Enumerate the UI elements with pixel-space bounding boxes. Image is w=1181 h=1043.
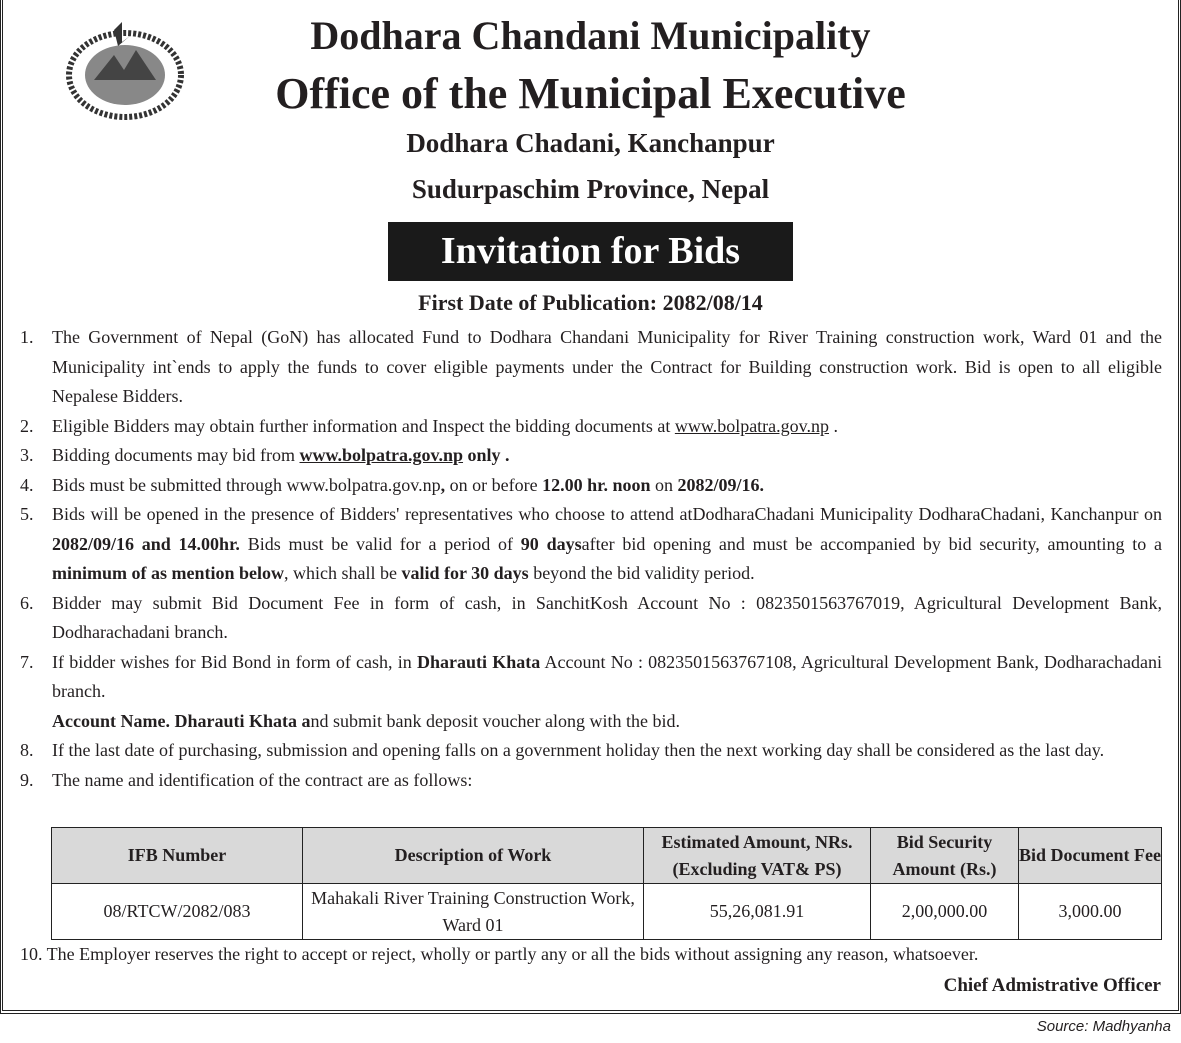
text-segment: 2082/09/16 and 14.00hr. <box>52 533 240 554</box>
item-text <box>52 766 1162 796</box>
list-item <box>20 589 1162 648</box>
estimated-amount: 55,26,081.91 <box>644 884 871 940</box>
text-segment: minimum of as mention below <box>52 563 285 583</box>
item-text <box>52 441 1162 471</box>
text-segment: , <box>440 474 446 495</box>
text-segment: , which shall be <box>284 563 402 583</box>
item-number: 5. <box>20 504 34 524</box>
item-number: 1. <box>20 327 34 347</box>
item-number <box>20 707 52 737</box>
item-text <box>52 736 1162 766</box>
text-segment: 90 days <box>520 533 582 554</box>
text-segment: Bids will be opened in the presence of Bidders' representatives who choose to attend atDodharaChadani Municipality DodharaChadani, Kanchanpur on <box>52 504 1162 524</box>
list-item <box>20 736 1162 766</box>
list-item <box>20 707 1162 737</box>
source-credit: Source: Madhyanha <box>1036 1018 1171 1035</box>
item-text <box>52 471 1162 501</box>
item-text <box>52 500 1162 589</box>
column-header: Description of Work <box>303 828 644 884</box>
item-text <box>52 412 1162 442</box>
text-segment: Account No : 0823501563767108, Agricultural Development Bank, Dodharachadani branch. <box>52 651 1162 701</box>
text-segment: 12.00 hr. noon <box>542 474 651 495</box>
column-header: Bid Document Fee <box>1019 828 1162 884</box>
province: Sudurpaschim Province, Nepal <box>411 174 770 204</box>
text-segment: If bidder wishes for Bid Bond in form of cash, in <box>52 651 418 672</box>
office-location: Dodhara Chadani, Kanchanpur <box>406 128 775 158</box>
item-text <box>52 589 1162 648</box>
text-segment: valid for 30 days <box>401 563 529 583</box>
publication-date: First Date of Publication: 2082/08/14 <box>418 290 763 315</box>
text-segment: nd submit bank deposit voucher along with the bid. <box>310 710 680 731</box>
notice-items <box>20 323 1162 795</box>
bid-document-fee: 3,000.00 <box>1019 884 1162 940</box>
text-segment: The name and identification of the contract are as follows: <box>52 769 473 790</box>
text-segment: Eligible Bidders may obtain further information and Inspect the bidding documents at <box>52 415 675 436</box>
list-item <box>20 471 1162 501</box>
item-number: 6. <box>20 592 34 613</box>
signature: Chief Admistrative Officer <box>943 975 1161 996</box>
list-item <box>20 441 1162 471</box>
item-number: 3. <box>20 445 34 465</box>
column-header: Estimated Amount, NRs. (Excluding VAT& PS) <box>644 828 871 884</box>
column-header: Bid Security Amount (Rs.) <box>871 828 1019 884</box>
item-text <box>52 707 1162 737</box>
text-segment: Bidder may submit Bid Document Fee in form of cash, in SanchitKosh Account No : 0823501563767019, Agricultural Development Bank, Dodharachadani branch. <box>52 592 1162 642</box>
item-10: 10. The Employer reserves the right to accept or reject, wholly or partly any or all the bids without assigning any reason, whatsoever. <box>20 944 979 964</box>
text-segment: only . <box>463 445 510 465</box>
municipality-name: Dodhara Chandani Municipality <box>310 13 871 58</box>
text-segment: after bid opening and must be accompanied by bid security, amounting to a <box>581 533 1163 554</box>
column-header: IFB Number <box>52 828 303 884</box>
list-item <box>20 500 1162 589</box>
text-segment: If the last date of purchasing, submission and opening falls on a government holiday then the next working day shall be considered as the last day. <box>52 740 1105 760</box>
list-item <box>20 323 1162 412</box>
item-number: 2. <box>20 415 34 436</box>
link-text[interactable]: www.bolpatra.gov.np <box>674 415 829 436</box>
text-segment: Bids must be valid for a period of <box>239 533 521 554</box>
item-text <box>52 648 1162 707</box>
text-segment: beyond the bid validity period. <box>528 563 755 583</box>
list-item <box>20 766 1162 796</box>
link-text[interactable]: www.bolpatra.gov.np <box>299 445 464 465</box>
list-item <box>20 412 1162 442</box>
text-segment: . <box>829 415 838 436</box>
list-item <box>20 648 1162 707</box>
item-number: 9. <box>20 769 34 790</box>
item-number: 8. <box>20 740 34 760</box>
text-segment: on <box>650 474 678 495</box>
ifb-number: 08/RTCW/2082/083 <box>52 884 303 940</box>
notice-title: Invitation for Bids <box>388 222 793 281</box>
text-segment: Account Name. Dharauti Khata a <box>52 710 311 731</box>
item-number: 4. <box>20 474 34 495</box>
text-segment: Dharauti Khata <box>417 651 541 672</box>
item-number: 7. <box>20 651 34 672</box>
text-segment: Bidding documents may bid from <box>52 445 300 465</box>
bid-security: 2,00,000.00 <box>871 884 1019 940</box>
text-segment: on or before <box>445 474 543 495</box>
contract-table <box>51 827 1162 940</box>
item-text <box>52 323 1162 412</box>
work-description: Mahakali River Training Construction Work, Ward 01 <box>303 884 644 940</box>
text-segment: 2082/09/16. <box>677 474 764 495</box>
table-row <box>52 884 1162 940</box>
office-name: Office of the Municipal Executive <box>275 69 906 118</box>
text-segment: The Government of Nepal (GoN) has allocated Fund to Dodhara Chandani Municipality for River Training construction work, Ward 01 and the Municipality int`ends to apply the funds to cover eligible payments under the Contract for Building construction work. Bid is open to all eligible Nepalese Bidders. <box>52 327 1162 406</box>
text-segment: Bids must be submitted through www.bolpatra.gov.np <box>52 474 441 495</box>
